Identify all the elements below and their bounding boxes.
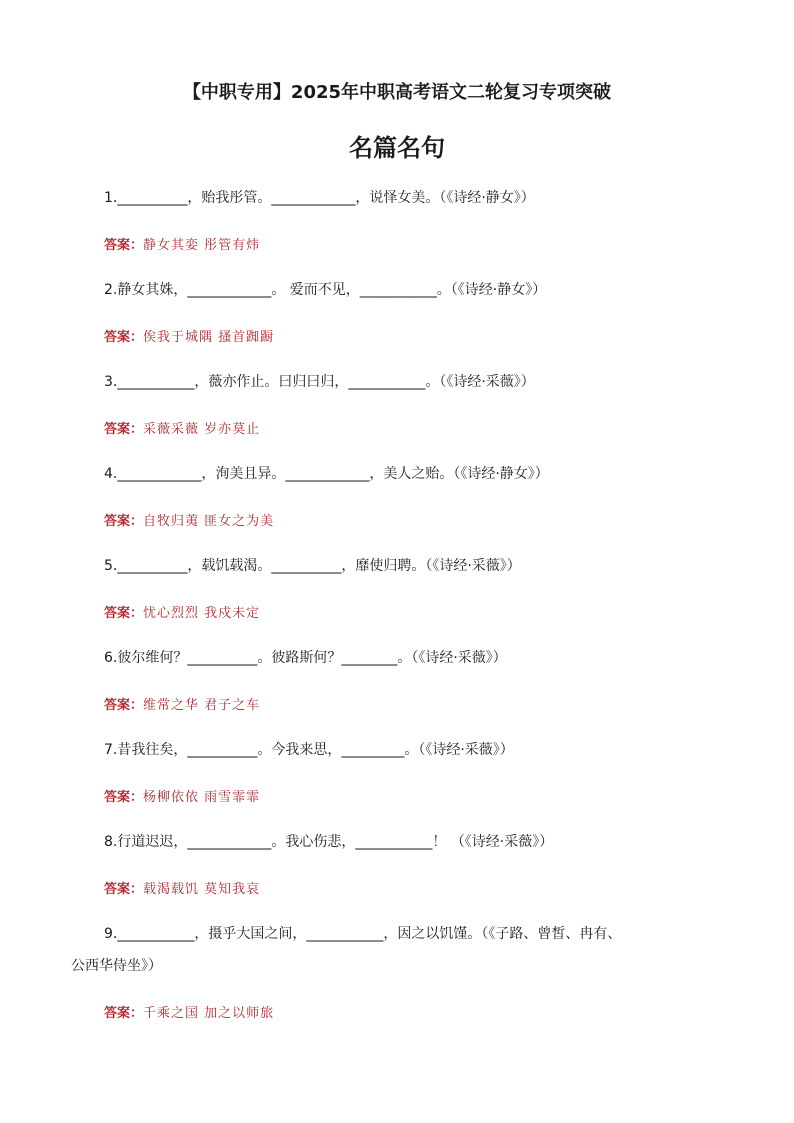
document-subtitle: 名篇名句 [349, 134, 445, 162]
answer-5 [104, 602, 260, 621]
question-4: 4.____________，洵美且异。____________，美人之贻。（《诗经·静女》） [104, 466, 549, 482]
answer-text: 自牧归荑 匪女之为美 [143, 514, 275, 529]
answer-label: 答案： [104, 514, 144, 529]
question-2: 2.静女其姝，____________。 爱而不见，___________。（《诗经·静女》） [104, 282, 547, 298]
answer-label: 答案： [104, 1006, 144, 1021]
question-6: 6.彼尔维何？__________。彼路斯何？________。（《诗经·采薇》） [104, 650, 507, 666]
answer-4 [104, 510, 274, 529]
answer-9 [104, 1002, 274, 1021]
document-title: 【中职专用】2025年中职高考语文二轮复习专项突破 [182, 82, 612, 103]
answer-label: 答案： [104, 330, 144, 345]
question-5: 5.__________，载饥载渴。__________，靡使归聘。（《诗经·采薇》） [104, 558, 521, 574]
question-8: 8.行道迟迟，____________。我心伤悲，___________！ （《诗经·采薇》） [104, 834, 554, 850]
answer-text: 忧心烈烈 我戍未定 [143, 606, 261, 621]
question-9 [71, 924, 724, 976]
answer-1 [104, 234, 260, 253]
question-3: 3.___________，薇亦作止。曰归曰归，___________。（《诗经·采薇》） [104, 374, 535, 390]
answer-label: 答案： [104, 882, 144, 897]
answer-3 [104, 418, 260, 437]
answer-text: 维常之华 君子之车 [143, 698, 261, 713]
answer-text: 载渴载饥 莫知我哀 [143, 882, 261, 897]
answer-6 [104, 694, 260, 713]
question-9-line-2: 公西华侍坐》） [71, 958, 162, 974]
answer-text: 静女其娈 彤管有炜 [143, 238, 261, 253]
answer-label: 答案： [104, 422, 144, 437]
answer-8 [104, 878, 260, 897]
answer-label: 答案： [104, 698, 144, 713]
question-1: 1.__________，贻我彤管。____________，说怿女美。（《诗经·静女》） [104, 190, 535, 206]
answer-text: 杨柳依依 雨雪霏霏 [143, 790, 261, 805]
answer-text: 俟我于城隅 搔首踟蹰 [143, 330, 275, 345]
answer-label: 答案： [104, 238, 144, 253]
question-7: 7.昔我往矣，__________。今我来思，_________。（《诗经·采薇》） [104, 742, 514, 758]
question-9-line-1: 9.___________，摄乎大国之间，___________，因之以饥馑。（《子路、曾皙、冉有、 [104, 926, 622, 942]
answer-label: 答案： [104, 606, 144, 621]
answer-7 [104, 786, 260, 805]
answer-text: 千乘之国 加之以师旅 [143, 1006, 275, 1021]
answer-2 [104, 326, 274, 345]
answer-text: 采薇采薇 岁亦莫止 [143, 422, 261, 437]
answer-label: 答案： [104, 790, 144, 805]
